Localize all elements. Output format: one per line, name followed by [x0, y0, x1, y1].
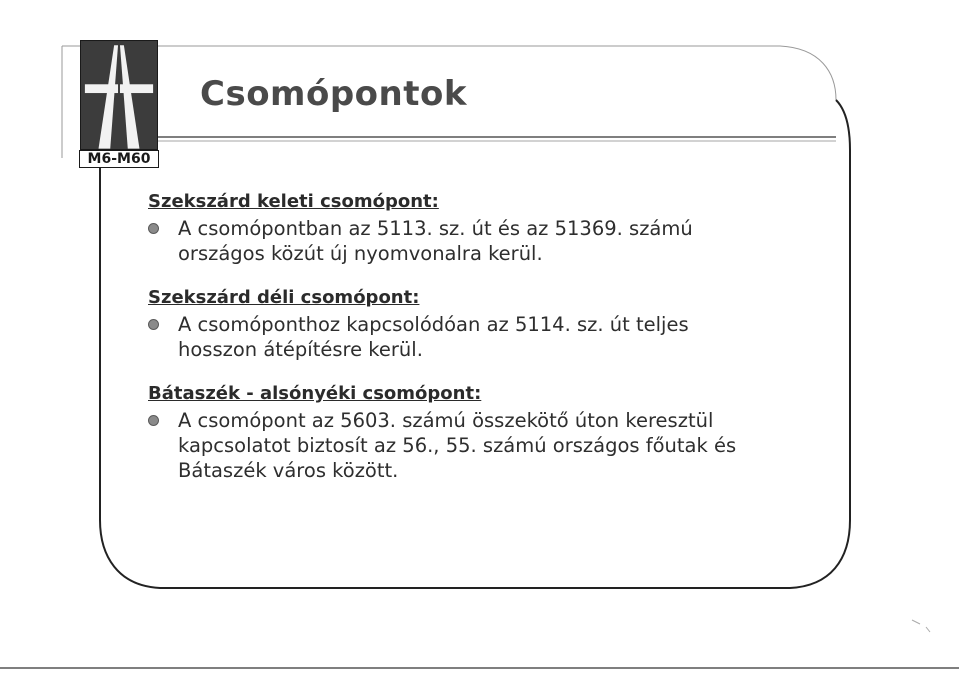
motorway-icon — [81, 41, 157, 149]
section-heading: Bátaszék - alsónyéki csomópont: — [148, 383, 482, 404]
bullet-line: országos közút új nyomvonalra kerül. — [178, 242, 543, 265]
logo-caption: M6-M60 — [79, 150, 159, 168]
section-bataszek-alsonyeki — [148, 383, 788, 483]
bullet-dot-icon — [148, 319, 159, 330]
bullet-line: A csomóponthoz kapcsolódóan az 5114. sz. út teljes — [178, 313, 689, 336]
motorway-logo — [80, 40, 158, 150]
bullet-item — [148, 408, 788, 483]
slide-content — [148, 191, 788, 483]
section-heading: Szekszárd keleti csomópont: — [148, 191, 439, 212]
bullet-line: kapcsolatot biztosít az 56., 55. számú országos főutak és — [178, 434, 737, 457]
bullet-dot-icon — [148, 223, 159, 234]
bullet-item — [148, 216, 788, 266]
bullet-item — [148, 312, 788, 362]
bullet-line: A csomópontban az 5113. sz. út és az 51369. számú — [178, 217, 693, 240]
bullet-line: A csomópont az 5603. számú összekötő úton keresztül — [178, 409, 714, 432]
bullet-line: hosszon átépítésre kerül. — [178, 338, 423, 361]
bullet-dot-icon — [148, 415, 159, 426]
section-szekszard-deli — [148, 287, 788, 362]
bullet-line: Bátaszék város között. — [178, 459, 399, 482]
section-heading: Szekszárd déli csomópont: — [148, 287, 420, 308]
slide-title: Csomópontok — [200, 74, 467, 114]
section-szekszard-keleti — [148, 191, 788, 266]
